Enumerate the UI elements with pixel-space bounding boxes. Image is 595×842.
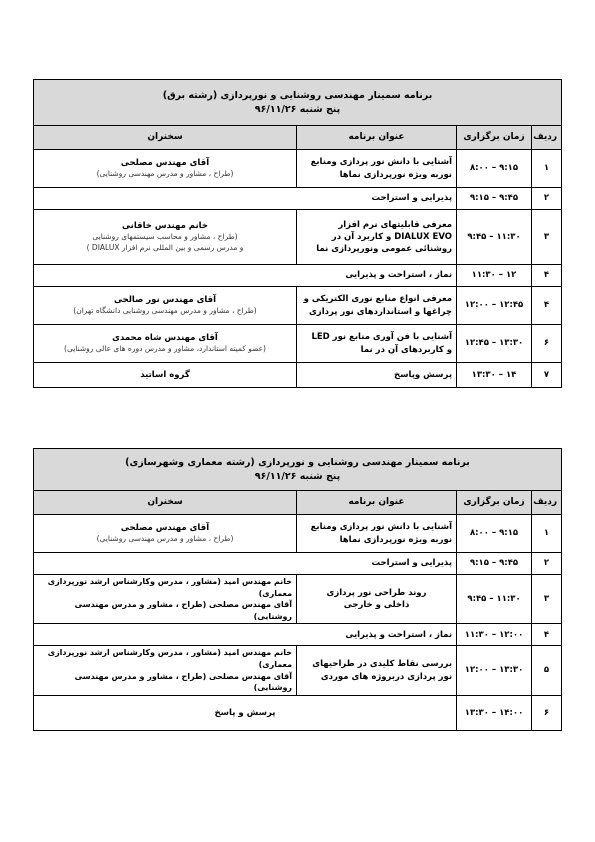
table-row	[34, 695, 562, 730]
row-break: پذیرایی و استراحت	[34, 553, 457, 575]
table-title	[34, 449, 562, 491]
row-time: ۹:۱۵ – ۹:۴۵	[457, 553, 532, 575]
seminar-title: برنامه سمینار مهندسی روشنایی و نورپردازی (رشته برق)	[162, 89, 433, 101]
row-number: ۳	[532, 210, 562, 265]
row-number: ۱	[532, 150, 562, 188]
row-break: نماز ، استراحت و پذیرایی	[34, 624, 457, 646]
row-topic: آشنایی با دانش نور پردازی ومنابع نوربه ویژه نورپردازی نماها	[297, 150, 457, 188]
table-row	[34, 287, 562, 325]
table-header	[34, 491, 562, 515]
row-number: ۲	[532, 553, 562, 575]
row-speaker: آقای مهندس مصلحی (طراح ، مشاور و مدرس مهندسی روشنایی)	[34, 150, 297, 188]
row-time: ۱۲:۰۰ – ۱۳:۳۰	[457, 646, 532, 695]
row-number: ۴	[532, 624, 562, 646]
header-topic: عنوان برنامه	[297, 126, 457, 150]
table-row	[34, 210, 562, 265]
row-time: ۹:۴۵ – ۱۱:۳۰	[457, 210, 532, 265]
seminar-date: پنج شنبه ۹۶/۱۱/۲۶	[254, 103, 341, 115]
table-header	[34, 126, 562, 150]
row-topic: پرسش وپاسخ	[297, 363, 457, 388]
seminar-title: برنامه سمینار مهندسی روشنایی و نورپردازی (رشته معماری وشهرسازی)	[125, 456, 470, 468]
table-row	[34, 515, 562, 553]
table-title	[34, 80, 562, 126]
header-topic: عنوان برنامه	[297, 491, 457, 515]
row-time: ۱۳:۳۰ – ۱۴	[457, 363, 532, 388]
row-break: پذیرایی و استراحت	[34, 188, 457, 210]
header-time: زمان برگزاری	[457, 126, 532, 150]
header-speaker: سخنران	[34, 126, 297, 150]
schedule-table-architecture	[33, 448, 562, 731]
row-topic: معرفی انواع منابع نوری الکتریکی و چراغها و استانداردهای نور پردازی	[297, 287, 457, 325]
row-speaker: آقای مهندس شاه محمدی (عضو کمیته استاندارد، مشاور و مدرس دوره های عالی روشنایی)	[34, 325, 297, 363]
row-speaker: گروه اساتید	[34, 363, 297, 388]
row-time: ۱۱:۳۰ – ۱۲	[457, 265, 532, 287]
row-number: ۷	[532, 363, 562, 388]
row-time: ۱۱:۳۰ – ۱۲:۰۰	[457, 624, 532, 646]
row-topic: روند طراحی نور پردازی داخلی و خارجی	[297, 575, 457, 624]
table-row	[34, 363, 562, 388]
row-time: ۸:۰۰ – ۹:۱۵	[457, 150, 532, 188]
row-number: ۴	[532, 287, 562, 325]
row-time: ۸:۰۰ – ۹:۱۵	[457, 515, 532, 553]
table-row	[34, 150, 562, 188]
row-number: ۶	[532, 325, 562, 363]
row-time: ۹:۱۵ – ۹:۴۵	[457, 188, 532, 210]
row-time: ۹:۴۵ – ۱۱:۳۰	[457, 575, 532, 624]
schedule-table-electrical	[33, 79, 562, 388]
seminar-date: پنج شنبه ۹۶/۱۱/۲۶	[254, 470, 341, 482]
table-row	[34, 624, 562, 646]
header-speaker: سخنران	[34, 491, 297, 515]
row-number: ۵	[532, 646, 562, 695]
row-speaker: آقای مهندس مصلحی (طراح ، مشاور و مدرس مهندسی روشنایی)	[34, 515, 297, 553]
row-speaker: خانم مهندس خاقانی (طراح ، مشاور و محاسب سیستمهای روشنایی و مدرس رسمی و بین المللی نرم افزار DIALUX )	[34, 210, 297, 265]
row-time: ۱۲:۰۰ – ۱۲:۴۵	[457, 287, 532, 325]
table-row	[34, 553, 562, 575]
header-time: زمان برگزاری	[457, 491, 532, 515]
header-row-number: ردیف	[532, 491, 562, 515]
row-number: ۴	[532, 265, 562, 287]
row-time: ۱۲:۴۵ – ۱۳:۳۰	[457, 325, 532, 363]
row-time: ۱۳:۳۰ – ۱۴:۰۰	[457, 695, 532, 730]
row-break: نماز ، استراحت و پذیرایی	[34, 265, 457, 287]
table-row	[34, 575, 562, 624]
row-number: ۳	[532, 575, 562, 624]
row-number: ۶	[532, 695, 562, 730]
row-speaker: آقای مهندس نور صالحی (طراح ، مشاور و مدرس مهندسی روشنایی دانشگاه تهران)	[34, 287, 297, 325]
table-row	[34, 325, 562, 363]
row-qa: پرسش و پاسخ	[34, 695, 457, 730]
row-topic: بررسی نقاط کلیدی در طراحیهای نور پردازی دربروژه های موردی	[297, 646, 457, 695]
row-number: ۲	[532, 188, 562, 210]
table-row	[34, 265, 562, 287]
row-speaker: خانم مهندس امید (مشاور ، مدرس وکارشناس ارشد نورپردازی معماری) آقای مهندس مصلحی (طراح ، مشاور و مدرس مهندسی روشنایی)	[34, 575, 297, 624]
row-number: ۱	[532, 515, 562, 553]
header-row-number: ردیف	[532, 126, 562, 150]
row-speaker: خانم مهندس امید (مشاور ، مدرس وکارشناس ارشد نورپردازی معماری) آقای مهندس مصلحی (طراح ، مشاور و مدرس مهندسی روشنایی)	[34, 646, 297, 695]
row-topic: آشنایی با فن آوری منابع نور LED و کاربردهای آن در نما	[297, 325, 457, 363]
row-topic: معرفی قابلیتهای نرم افزار DIALUX EVO و کاربرد آن در روشنائی عمومی ونورپردازی نما	[297, 210, 457, 265]
row-topic: آشنایی با دانش نور پردازی ومنابع نوربه ویژه نورپردازی نماها	[297, 515, 457, 553]
table-row	[34, 188, 562, 210]
table-row	[34, 646, 562, 695]
